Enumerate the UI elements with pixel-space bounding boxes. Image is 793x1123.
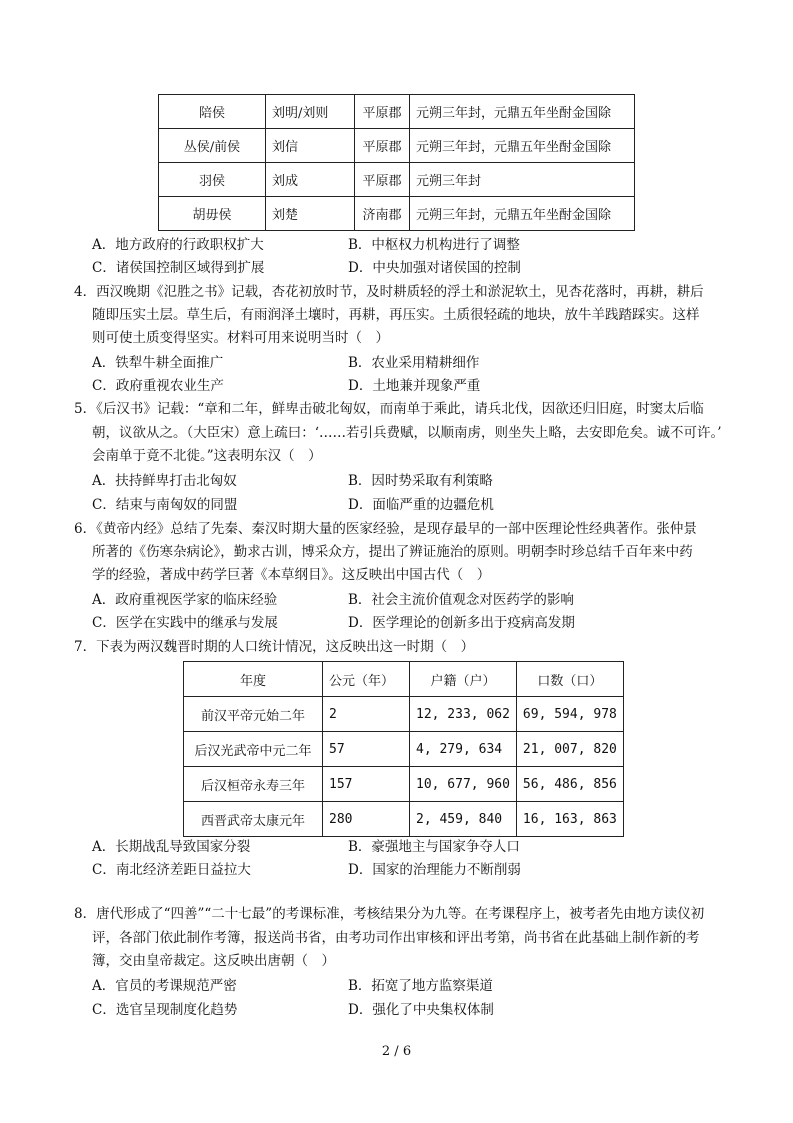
- table-header: 年度: [184, 662, 323, 697]
- q5-option-b: B．因时势采取有利策略: [348, 473, 493, 489]
- q3-option-c: C．诸侯国控制区域得到扩展: [92, 260, 265, 276]
- table-cell: 陪侯: [159, 95, 266, 129]
- population-table: [183, 661, 624, 837]
- q7-option-c: C．南北经济差距日益拉大: [92, 862, 251, 878]
- q4-option-c: C．政府重视农业生产: [92, 378, 224, 394]
- q8-stem-line-2: 评，各部门依此制作考簿，报送尚书省，由考功司作出审核和评出考第，尚书省在此基础上制作新的考: [92, 930, 700, 946]
- table-cell: 刘明/刘则: [266, 95, 355, 129]
- table-cell: 羽侯: [159, 163, 266, 197]
- q5-stem-line-1: 5．《后汉书》记载：“章和二年，鲜卑击破北匈奴，而南单于乘此，请兵北伐，因欲还归旧庭，时窦太后临: [74, 401, 704, 417]
- table-cell: 西晋武帝太康元年: [184, 802, 323, 837]
- q8-stem-line-1: 8．唐代形成了“四善”“二十七最”的考课标准，考核结果分为九等。在考课程序上，被考者先由地方读仪初: [74, 906, 705, 922]
- table-cell: 16, 163, 863: [516, 802, 623, 837]
- table-row: [184, 732, 624, 767]
- q6-option-d: D．医学理论的创新多出于疫病高发期: [348, 615, 575, 631]
- q3-option-b: B．中枢权力机构进行了调整: [348, 237, 520, 253]
- table-cell: 69, 594, 978: [516, 697, 623, 732]
- table-cell: 刘楚: [266, 197, 355, 231]
- q5-option-a: A．扶持鲜卑打击北匈奴: [92, 473, 237, 489]
- table-header: 公元（年）: [323, 662, 410, 697]
- table-cell: 胡毋侯: [159, 197, 266, 231]
- table-cell: 前汉平帝元始二年: [184, 697, 323, 732]
- table-cell: 平原郡: [355, 163, 410, 197]
- table-cell: 56, 486, 856: [516, 767, 623, 802]
- table-cell: 21, 007, 820: [516, 732, 623, 767]
- q5-stem-line-2: 朝，议欲从之。（大臣宋）意上疏曰：‘……若引兵费赋，以顺南虏，则坐失上略，去安即危矣。诚不可许。’: [92, 425, 722, 441]
- table-row: [159, 95, 635, 129]
- q4-option-a: A．铁犁牛耕全面推广: [92, 355, 224, 371]
- q6-option-a: A．政府重视医学家的临床经验: [92, 592, 278, 608]
- table-cell: 元朔三年封，元鼎五年坐酎金国除: [410, 129, 635, 163]
- table-row: [159, 163, 635, 197]
- q5-option-d: D．面临严重的边疆危机: [348, 497, 494, 513]
- q6-option-c: C．医学在实践中的继承与发展: [92, 615, 278, 631]
- table-cell: 2: [323, 697, 410, 732]
- page-number: 2 / 6: [381, 1044, 412, 1059]
- q8-option-c: C．选官呈现制度化趋势: [92, 1002, 238, 1018]
- q5-option-c: C．结束与南匈奴的同盟: [92, 497, 238, 513]
- q4-stem-line-2: 随即压实土层。草生后，有雨润泽土壤时，再耕，再压实。土质很轻疏的地块，放牛羊践踏踩实。这样: [92, 307, 700, 323]
- table-row: [184, 697, 624, 732]
- q6-stem-line-2: 所著的《伤寒杂病论》，勤求古训，博采众方，提出了辨证施治的原则。明朝李时珍总结千百年来中药: [92, 544, 693, 560]
- table-cell: 元朔三年封，元鼎五年坐酎金国除: [410, 95, 635, 129]
- q3-option-d: D．中央加强对诸侯国的控制: [348, 260, 521, 276]
- q7-stem: 7．下表为两汉魏晋时期的人口统计情况，这反映出这一时期（ ）: [74, 639, 475, 655]
- q7-option-b: B．豪强地主与国家争夺人口: [348, 839, 520, 855]
- q6-stem-line-1: 6．《黄帝内经》总结了先秦、秦汉时期大量的医家经验，是现存最早的一部中医理论性经典著作。张仲景: [74, 521, 697, 537]
- table-header-row: [184, 662, 624, 697]
- table-cell: 后汉桓帝永寿三年: [184, 767, 323, 802]
- table-cell: 157: [323, 767, 410, 802]
- q4-option-d: D．土地兼并现象严重: [348, 378, 481, 394]
- table-cell: 280: [323, 802, 410, 837]
- table-cell: 平原郡: [355, 95, 410, 129]
- table-cell: 刘成: [266, 163, 355, 197]
- table-row: [184, 802, 624, 837]
- table-row: [184, 767, 624, 802]
- q3-option-a: A．地方政府的行政职权扩大: [92, 237, 264, 253]
- table-cell: 平原郡: [355, 129, 410, 163]
- table-cell: 后汉光武帝中元二年: [184, 732, 323, 767]
- table-header: 口数（口）: [516, 662, 623, 697]
- table-cell: 丛侯/前侯: [159, 129, 266, 163]
- q6-option-b: B．社会主流价值观念对医药学的影响: [348, 592, 574, 608]
- q8-option-a: A．官员的考课规范严密: [92, 978, 237, 994]
- enfeoffment-table: [158, 94, 635, 231]
- q5-stem-line-3: 会南单于竟不北徙。”这表明东汉（ ）: [92, 448, 322, 464]
- table-cell: 57: [323, 732, 410, 767]
- q8-option-d: D．强化了中央集权体制: [348, 1002, 494, 1018]
- q7-option-a: A．长期战乱导致国家分裂: [92, 839, 251, 855]
- q4-option-b: B．农业采用精耕细作: [348, 355, 480, 371]
- table-row: [159, 197, 635, 231]
- q8-stem-line-3: 簿，交由皇帝裁定。这反映出唐朝（ ）: [92, 953, 335, 969]
- table-cell: 10, 677, 960: [410, 767, 517, 802]
- q4-stem-line-1: 4．西汉晚期《氾胜之书》记载，杏花初放时节，及时耕质轻的浮土和淤泥软土，见杏花落时，再耕，耕后: [74, 284, 704, 300]
- table-cell: 济南郡: [355, 197, 410, 231]
- q4-stem-line-3: 则可使土质变得坚实。材料可用来说明当时（ ）: [92, 330, 389, 346]
- table-cell: 刘信: [266, 129, 355, 163]
- q6-stem-line-3: 学的经验，著成中药学巨著《本草纲目》。这反映出中国古代（ ）: [92, 567, 491, 583]
- table-cell: 元朔三年封: [410, 163, 635, 197]
- table-cell: 元朔三年封，元鼎五年坐酎金国除: [410, 197, 635, 231]
- table-cell: 4, 279, 634: [410, 732, 517, 767]
- table-row: [159, 129, 635, 163]
- q8-option-b: B．拓宽了地方监察渠道: [348, 978, 493, 994]
- table-cell: 2, 459, 840: [410, 802, 517, 837]
- table-cell: 12, 233, 062: [410, 697, 517, 732]
- table-header: 户籍（户）: [410, 662, 517, 697]
- q7-option-d: D．国家的治理能力不断削弱: [348, 862, 521, 878]
